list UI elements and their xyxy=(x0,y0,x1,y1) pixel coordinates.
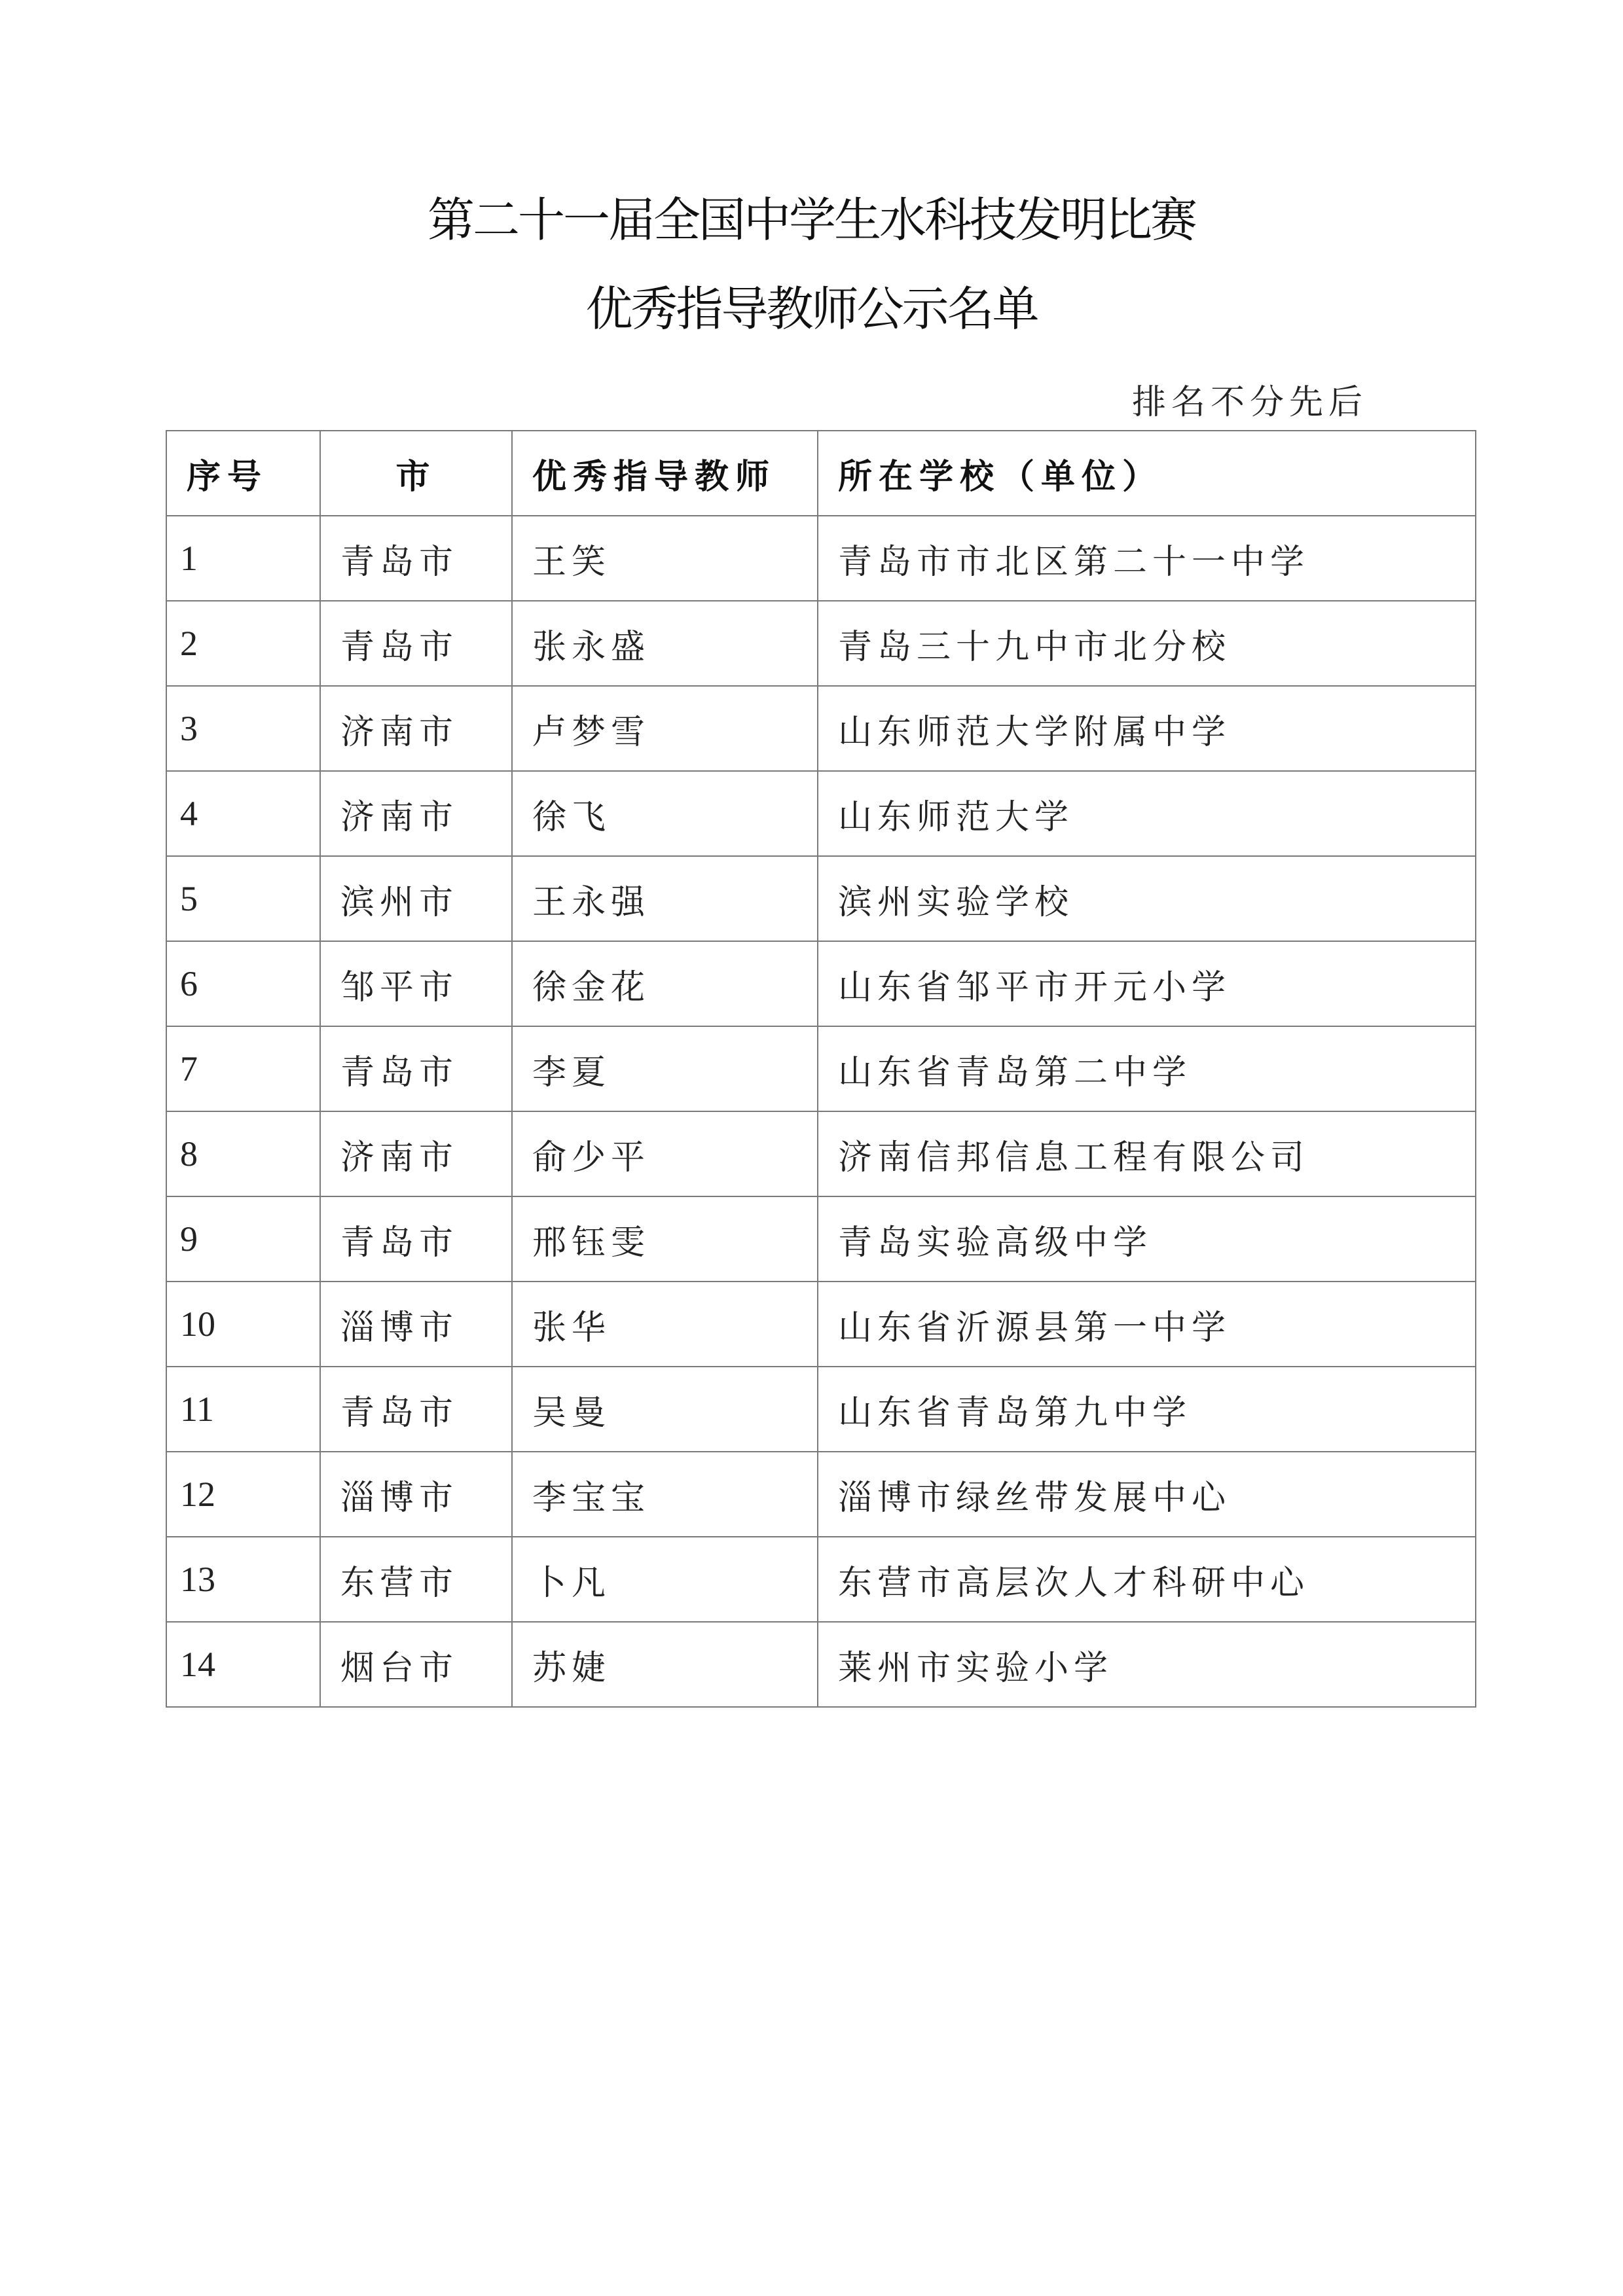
table-row xyxy=(166,1282,1476,1367)
cell-city: 烟台市 xyxy=(320,1622,512,1707)
cell-teacher: 邢钰雯 xyxy=(512,1196,818,1282)
cell-seq: 6 xyxy=(166,941,320,1026)
cell-teacher: 卢梦雪 xyxy=(512,686,818,771)
cell-city: 青岛市 xyxy=(320,1367,512,1452)
cell-seq: 11 xyxy=(166,1367,320,1452)
cell-seq: 14 xyxy=(166,1622,320,1707)
cell-city: 淄博市 xyxy=(320,1452,512,1537)
table-row xyxy=(166,686,1476,771)
table-row xyxy=(166,771,1476,856)
cell-school: 淄博市绿丝带发展中心 xyxy=(818,1452,1476,1537)
header-teacher: 优秀指导教师 xyxy=(512,431,818,516)
header-seq: 序号 xyxy=(166,431,320,516)
cell-school: 山东省邹平市开元小学 xyxy=(818,941,1476,1026)
table-row xyxy=(166,1452,1476,1537)
cell-city: 济南市 xyxy=(320,1111,512,1196)
cell-school: 青岛实验高级中学 xyxy=(818,1196,1476,1282)
cell-school: 莱州市实验小学 xyxy=(818,1622,1476,1707)
table-row xyxy=(166,1111,1476,1196)
cell-seq: 3 xyxy=(166,686,320,771)
cell-teacher: 卜凡 xyxy=(512,1537,818,1622)
cell-seq: 9 xyxy=(166,1196,320,1282)
cell-seq: 13 xyxy=(166,1537,320,1622)
cell-teacher: 张华 xyxy=(512,1282,818,1367)
cell-teacher: 徐金花 xyxy=(512,941,818,1026)
cell-school: 山东省青岛第二中学 xyxy=(818,1026,1476,1111)
cell-teacher: 王永强 xyxy=(512,856,818,941)
cell-school: 山东师范大学附属中学 xyxy=(818,686,1476,771)
cell-seq: 2 xyxy=(166,601,320,686)
cell-city: 东营市 xyxy=(320,1537,512,1622)
cell-seq: 1 xyxy=(166,516,320,601)
cell-teacher: 李夏 xyxy=(512,1026,818,1111)
cell-city: 邹平市 xyxy=(320,941,512,1026)
table-row xyxy=(166,1367,1476,1452)
cell-school: 山东师范大学 xyxy=(818,771,1476,856)
cell-city: 淄博市 xyxy=(320,1282,512,1367)
cell-city: 滨州市 xyxy=(320,856,512,941)
cell-seq: 10 xyxy=(166,1282,320,1367)
cell-school: 青岛三十九中市北分校 xyxy=(818,601,1476,686)
document-title-line2: 优秀指导教师公示名单 xyxy=(585,281,1038,336)
cell-teacher: 吴曼 xyxy=(512,1367,818,1452)
cell-teacher: 李宝宝 xyxy=(512,1452,818,1537)
table-row xyxy=(166,1026,1476,1111)
table-row xyxy=(166,516,1476,601)
cell-school: 山东省沂源县第一中学 xyxy=(818,1282,1476,1367)
table-row xyxy=(166,1622,1476,1707)
header-city: 市 xyxy=(320,431,512,516)
table-row xyxy=(166,1196,1476,1282)
cell-teacher: 俞少平 xyxy=(512,1111,818,1196)
table-header-row xyxy=(166,431,1476,516)
cell-city: 青岛市 xyxy=(320,1196,512,1282)
cell-seq: 7 xyxy=(166,1026,320,1111)
cell-seq: 4 xyxy=(166,771,320,856)
table-body xyxy=(166,516,1476,1707)
table-row xyxy=(166,601,1476,686)
cell-city: 济南市 xyxy=(320,771,512,856)
cell-school: 滨州实验学校 xyxy=(818,856,1476,941)
cell-school: 东营市高层次人才科研中心 xyxy=(818,1537,1476,1622)
cell-teacher: 苏婕 xyxy=(512,1622,818,1707)
table-row xyxy=(166,856,1476,941)
cell-city: 青岛市 xyxy=(320,601,512,686)
cell-seq: 5 xyxy=(166,856,320,941)
teacher-roster-table xyxy=(166,430,1476,1708)
header-school: 所在学校（单位） xyxy=(818,431,1476,516)
cell-city: 济南市 xyxy=(320,686,512,771)
ranking-order-note: 排名不分先后 xyxy=(1131,383,1368,422)
cell-seq: 12 xyxy=(166,1452,320,1537)
cell-school: 山东省青岛第九中学 xyxy=(818,1367,1476,1452)
cell-teacher: 徐飞 xyxy=(512,771,818,856)
cell-seq: 8 xyxy=(166,1111,320,1196)
cell-school: 济南信邦信息工程有限公司 xyxy=(818,1111,1476,1196)
cell-teacher: 王笑 xyxy=(512,516,818,601)
cell-city: 青岛市 xyxy=(320,516,512,601)
document-title-line1: 第二十一届全国中学生水科技发明比赛 xyxy=(427,192,1195,247)
table-row xyxy=(166,1537,1476,1622)
cell-school: 青岛市市北区第二十一中学 xyxy=(818,516,1476,601)
cell-teacher: 张永盛 xyxy=(512,601,818,686)
cell-city: 青岛市 xyxy=(320,1026,512,1111)
table-row xyxy=(166,941,1476,1026)
